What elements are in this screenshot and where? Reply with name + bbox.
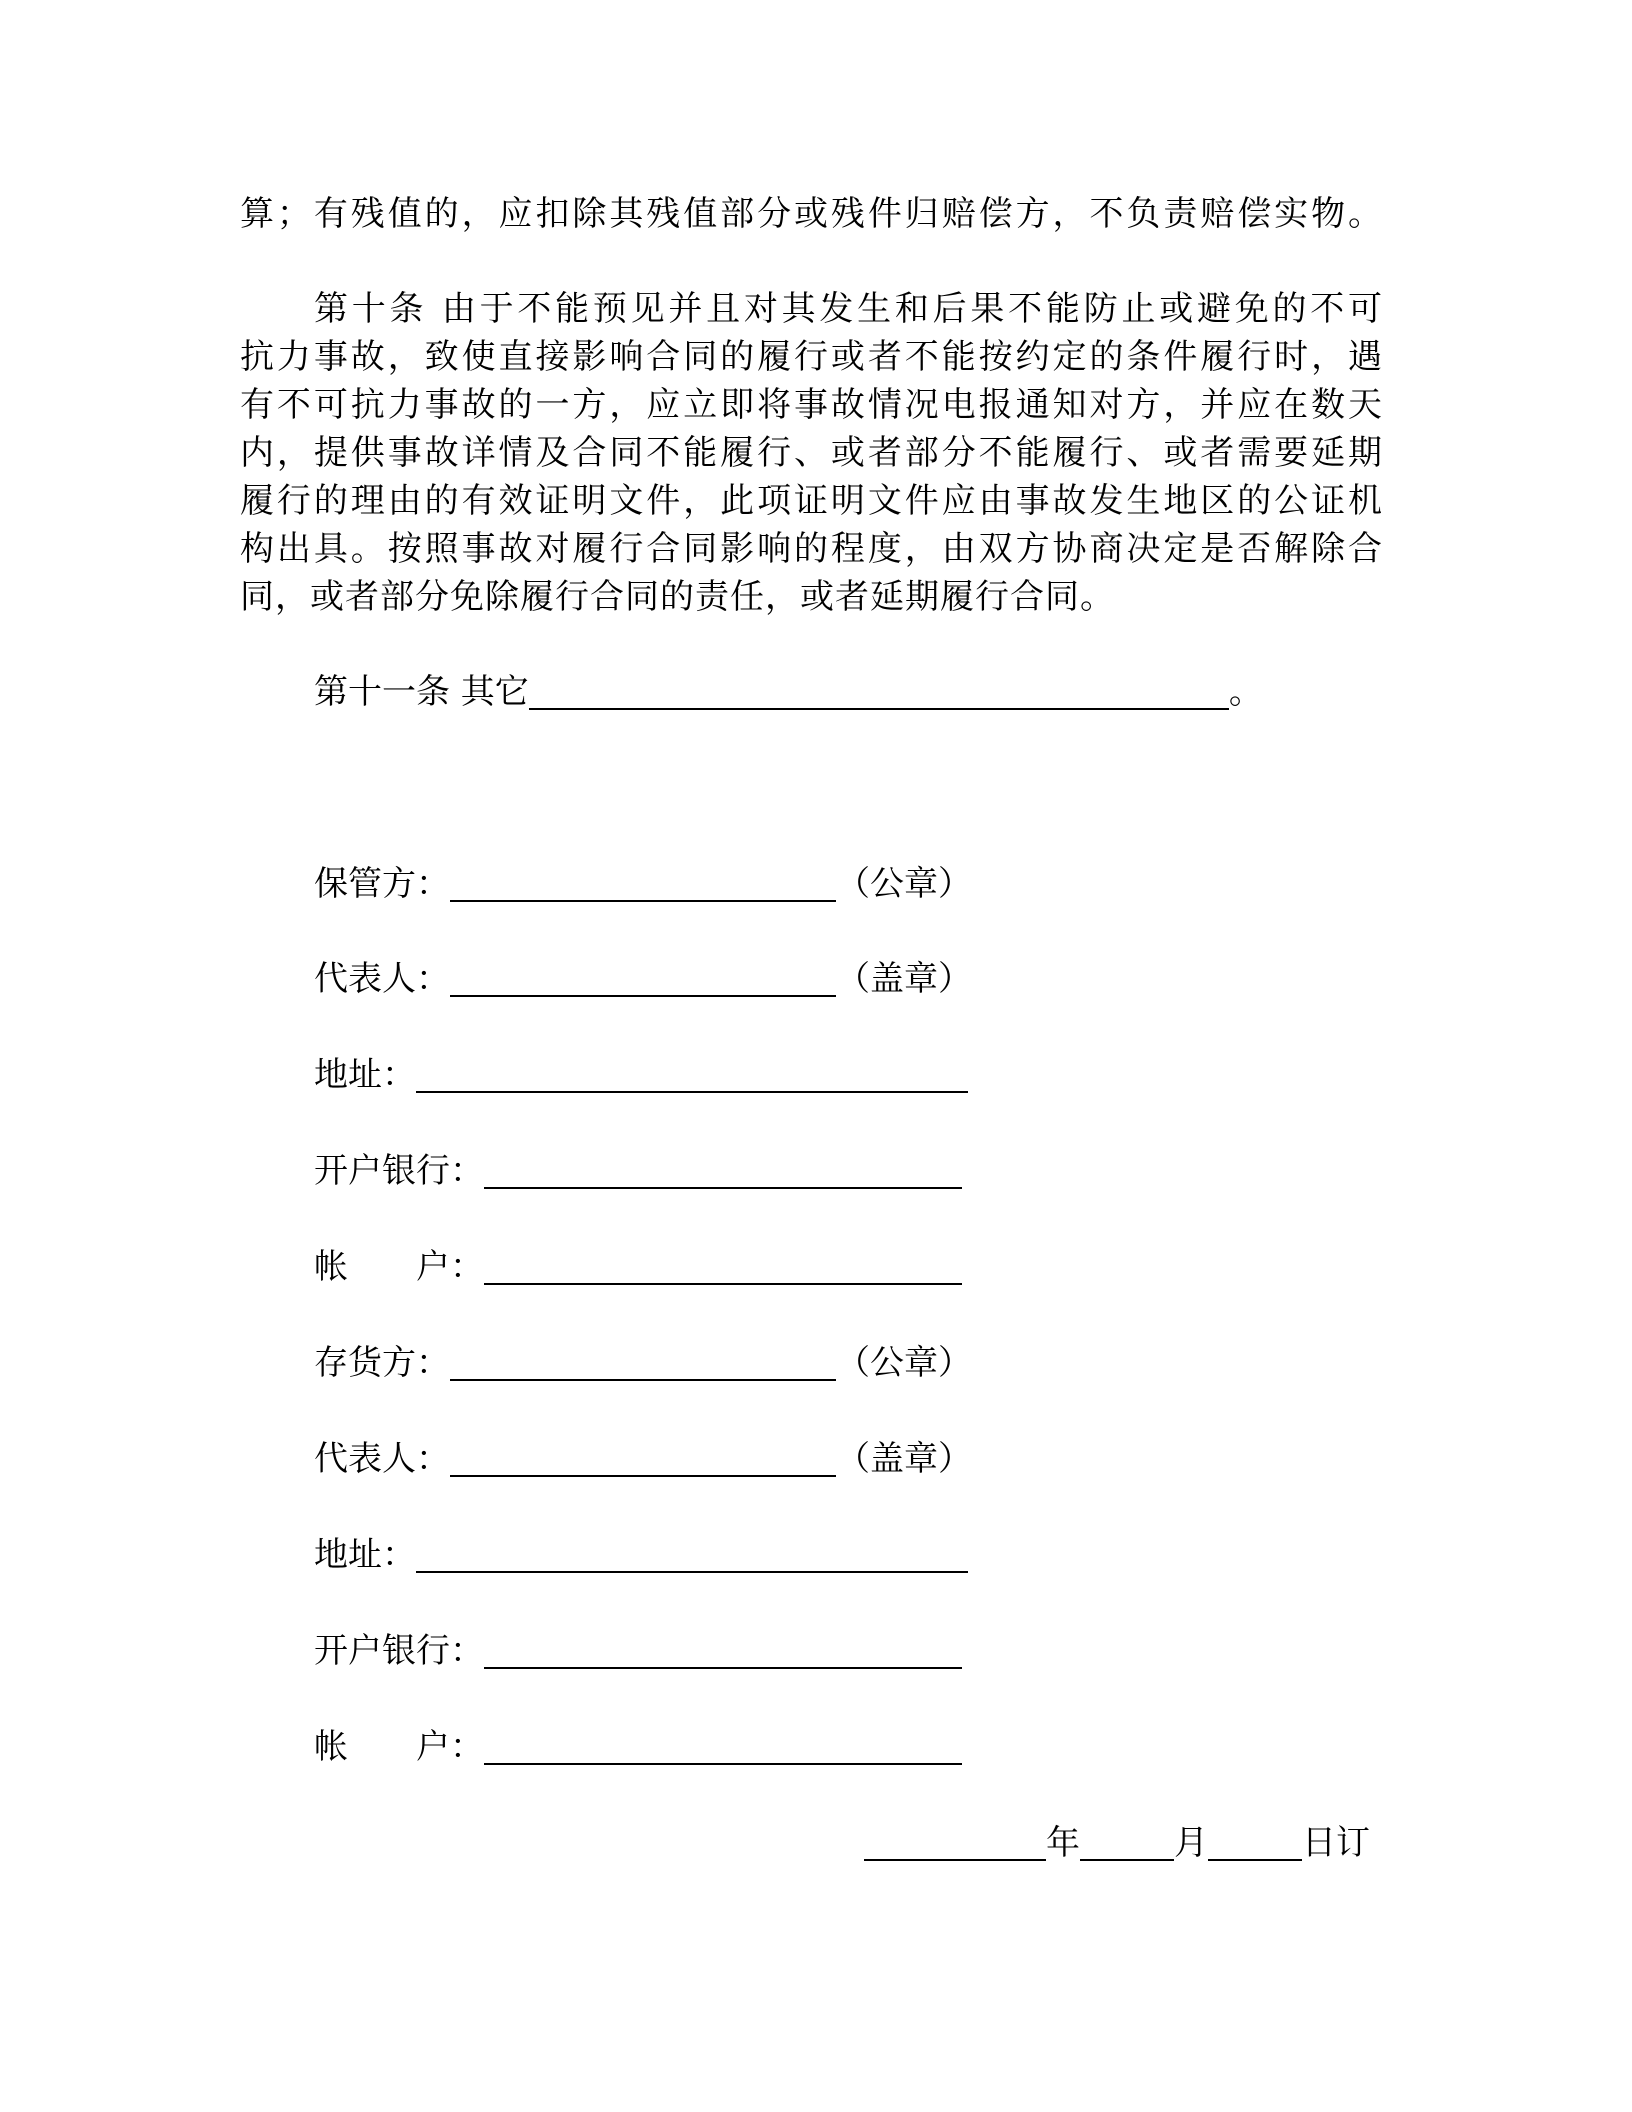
signing-date <box>864 1819 1370 1867</box>
depositor-party-label: 存货方： <box>314 1343 450 1383</box>
custodian-bank-field <box>314 1147 962 1195</box>
custodian-rep-seal: （盖章） <box>836 959 972 999</box>
year-label: 年 <box>1046 1823 1080 1863</box>
depositor-party-field <box>314 1339 972 1387</box>
article-10-line: 有不可抗力事故的一方，应立即将事故情况电报通知对方，并应在数天 <box>240 385 1382 425</box>
depositor-address-label: 地址： <box>314 1535 416 1575</box>
custodian-address-field <box>314 1051 968 1099</box>
article-10-line: 内，提供事故详情及合同不能履行、或者部分不能履行、或者需要延期 <box>240 433 1382 473</box>
custodian-party-label: 保管方： <box>314 864 450 904</box>
custodian-rep-field <box>314 955 972 1003</box>
depositor-bank-label: 开户银行： <box>314 1631 484 1671</box>
depositor-address-field <box>314 1531 968 1579</box>
depositor-party-seal: （公章） <box>836 1343 972 1383</box>
custodian-party-seal: （公章） <box>836 864 972 904</box>
custodian-bank-label: 开户银行： <box>314 1151 484 1191</box>
custodian-party-blank[interactable] <box>450 862 836 902</box>
article-11-blank[interactable] <box>529 670 1229 710</box>
depositor-rep-label: 代表人： <box>314 1439 450 1479</box>
month-label: 月 <box>1174 1823 1208 1863</box>
depositor-rep-seal: （盖章） <box>836 1439 972 1479</box>
custodian-address-label: 地址： <box>314 1055 416 1095</box>
depositor-account-blank[interactable] <box>484 1725 962 1765</box>
article-11-label: 第十一条 其它 <box>314 672 529 712</box>
custodian-party-field <box>314 860 972 908</box>
article-10-line: 履行的理由的有效证明文件，此项证明文件应由事故发生地区的公证机 <box>240 481 1382 521</box>
paragraph-continuation: 算；有残值的，应扣除其残值部分或残件归赔偿方，不负责赔偿实物。 <box>240 194 1382 234</box>
custodian-bank-blank[interactable] <box>484 1149 962 1189</box>
article-11-end: 。 <box>1228 672 1263 712</box>
custodian-account-label: 帐 户： <box>314 1247 484 1287</box>
depositor-rep-blank[interactable] <box>450 1437 836 1477</box>
article-10-line: 构出具。按照事故对履行合同影响的程度，由双方协商决定是否解除合 <box>240 529 1382 569</box>
depositor-rep-field <box>314 1435 972 1483</box>
custodian-rep-label: 代表人： <box>314 959 450 999</box>
day-blank[interactable] <box>1208 1821 1302 1861</box>
article-10-line: 同，或者部分免除履行合同的责任，或者延期履行合同。 <box>240 577 1115 617</box>
custodian-account-blank[interactable] <box>484 1245 962 1285</box>
custodian-rep-blank[interactable] <box>450 957 836 997</box>
depositor-address-blank[interactable] <box>416 1533 968 1573</box>
article-11 <box>314 668 1263 716</box>
month-blank[interactable] <box>1080 1821 1174 1861</box>
article-10-line: 第十条 由于不能预见并且对其发生和后果不能防止或避免的不可 <box>314 289 1382 329</box>
day-signed-label: 日订 <box>1302 1823 1370 1863</box>
article-10-line: 抗力事故，致使直接影响合同的履行或者不能按约定的条件履行时，遇 <box>240 337 1382 377</box>
custodian-account-field <box>314 1243 962 1291</box>
depositor-bank-field <box>314 1627 962 1675</box>
depositor-bank-blank[interactable] <box>484 1629 962 1669</box>
depositor-party-blank[interactable] <box>450 1341 836 1381</box>
year-blank[interactable] <box>864 1821 1046 1861</box>
custodian-address-blank[interactable] <box>416 1053 968 1093</box>
depositor-account-label: 帐 户： <box>314 1727 484 1767</box>
depositor-account-field <box>314 1723 962 1771</box>
